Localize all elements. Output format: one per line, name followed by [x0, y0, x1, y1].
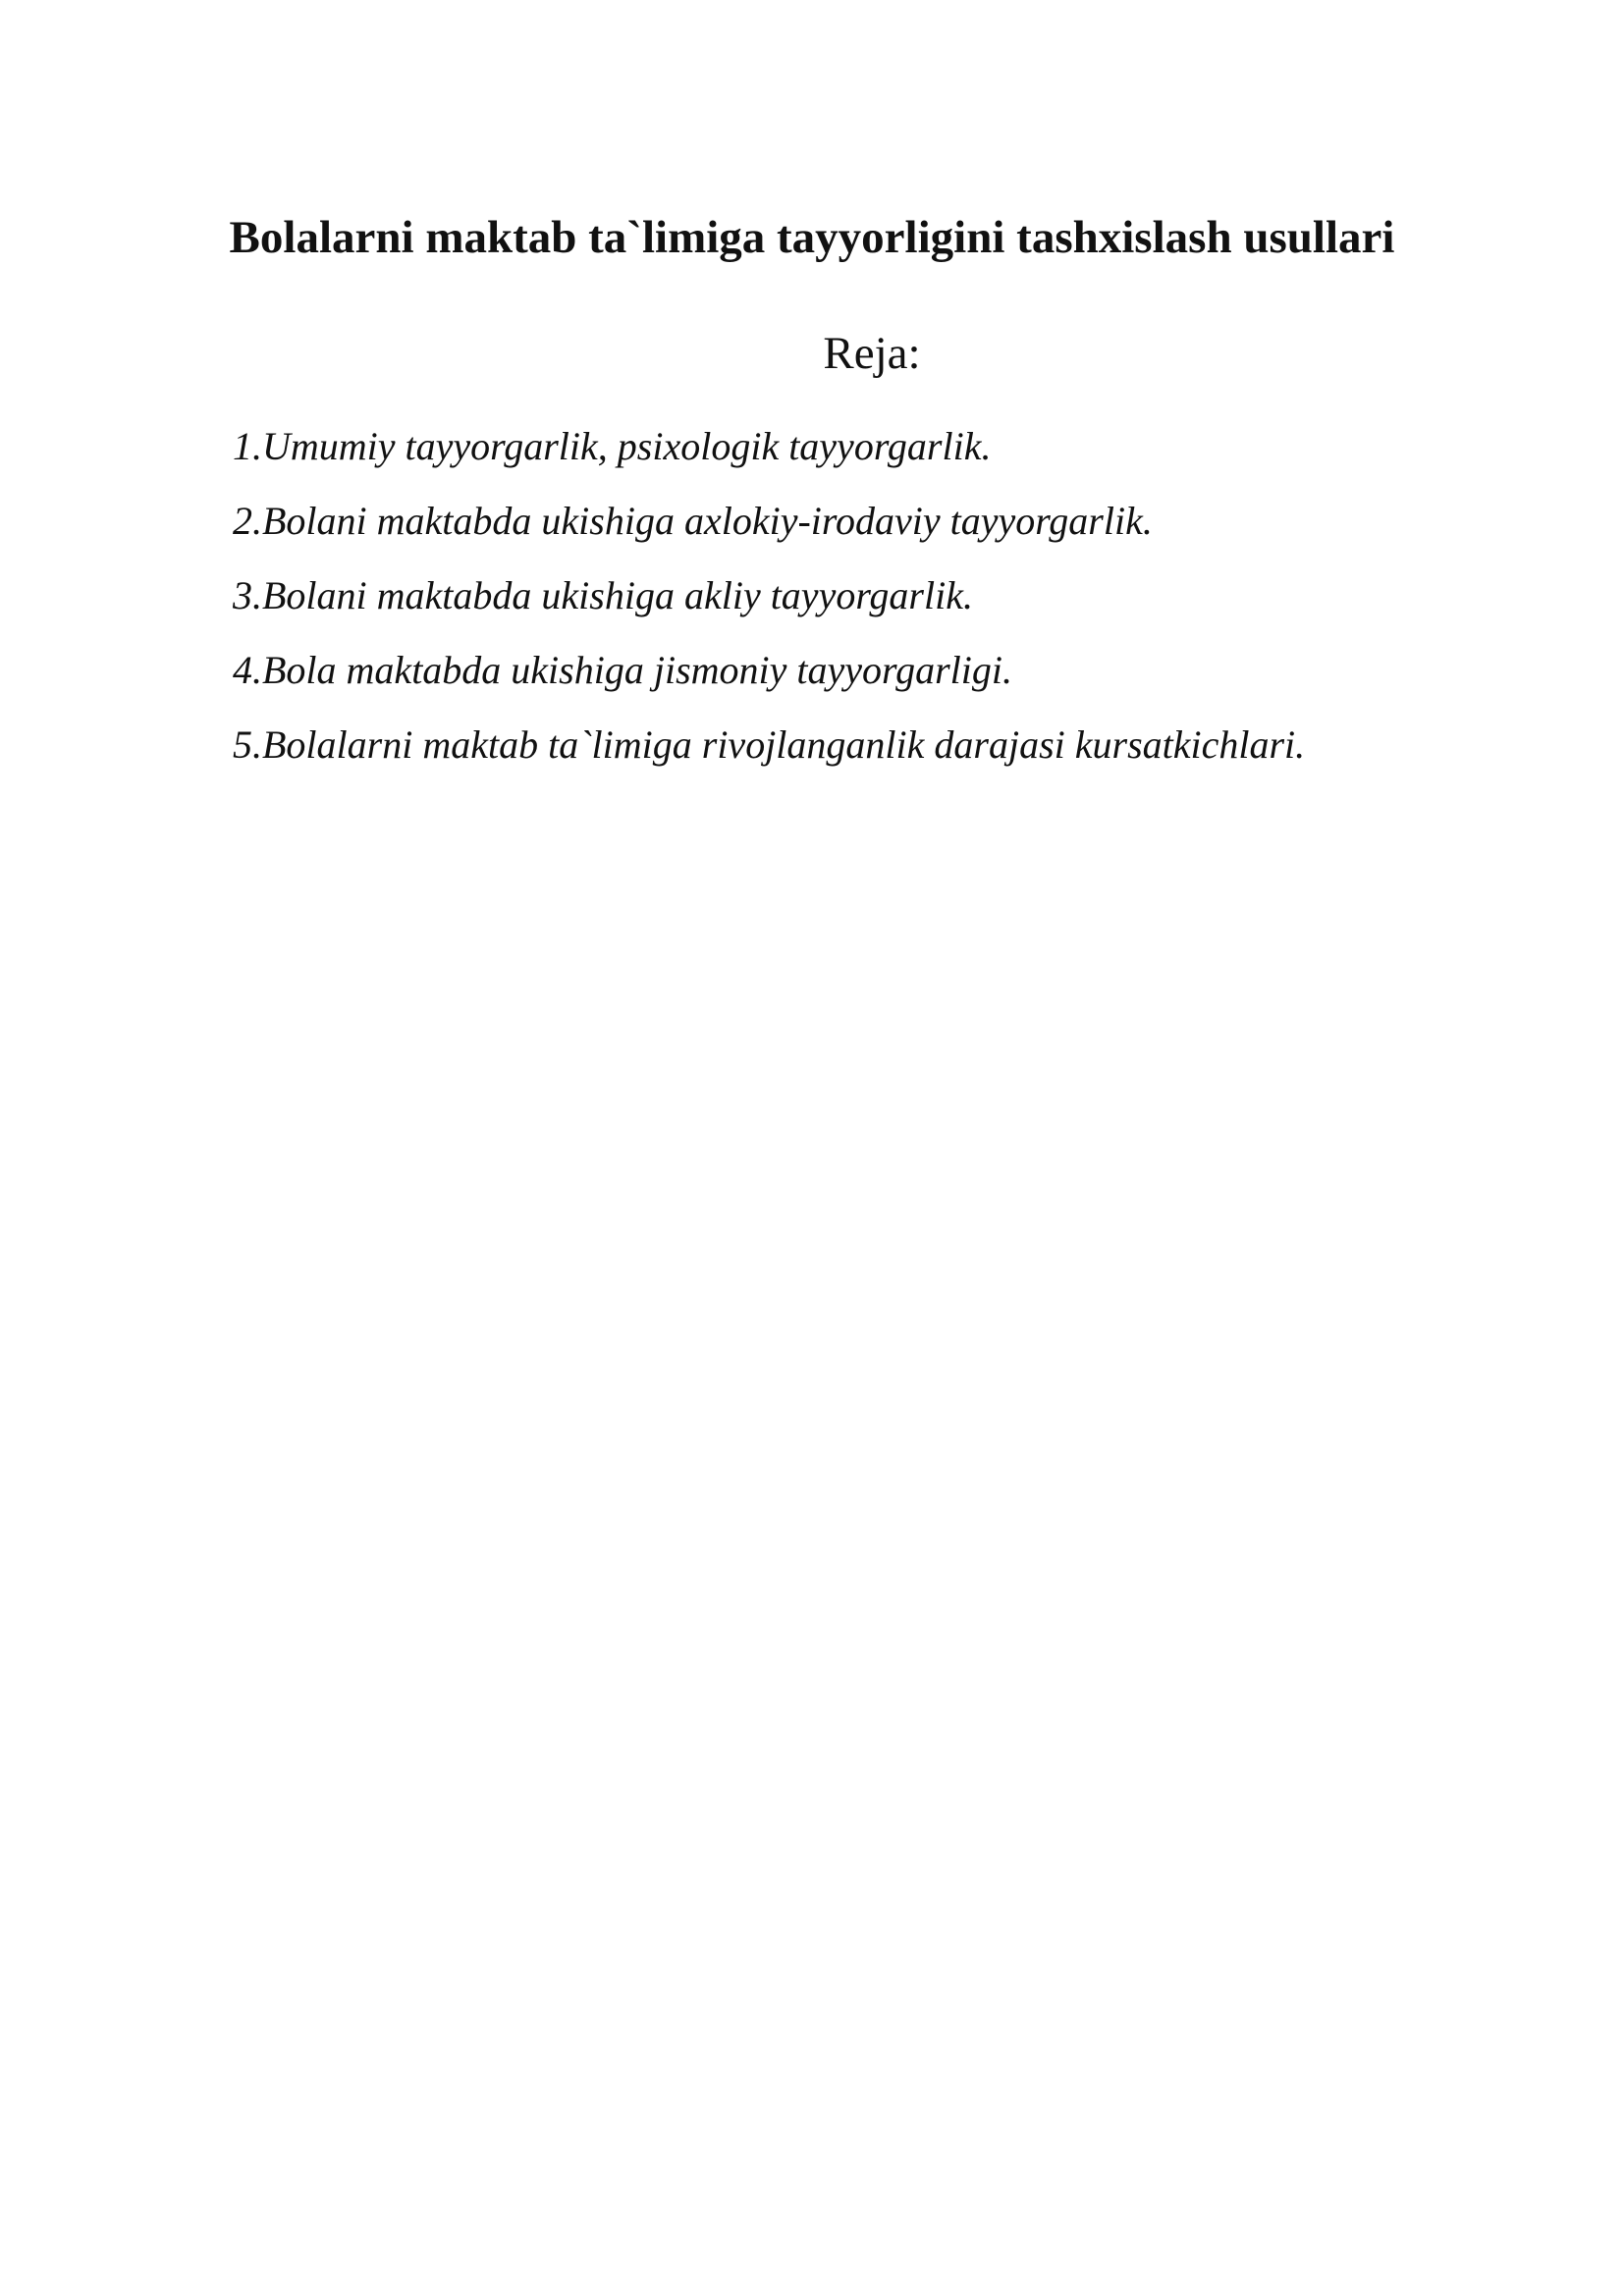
plan-item: 4.Bola maktabda ukishiga jismoniy tayyorgarligi. — [233, 648, 1013, 692]
plan-item: 3.Bolani maktabda ukishiga akliy tayyorgarlik. — [233, 573, 973, 617]
plan-heading: Reja: — [823, 328, 921, 379]
plan-item: 5.Bolalarni maktab ta`limiga rivojlanganlik darajasi kursatkichlari. — [233, 722, 1306, 767]
plan-item: 1.Umumiy tayyorgarlik, psixologik tayyorgarlik. — [233, 424, 992, 468]
plan-item: 2.Bolani maktabda ukishiga axlokiy-irodaviy tayyorgarlik. — [233, 499, 1153, 543]
plan-list — [233, 422, 1509, 795]
document-title: Bolalarni maktab ta`limiga tayyorligini tashxislash usullari — [229, 212, 1395, 263]
